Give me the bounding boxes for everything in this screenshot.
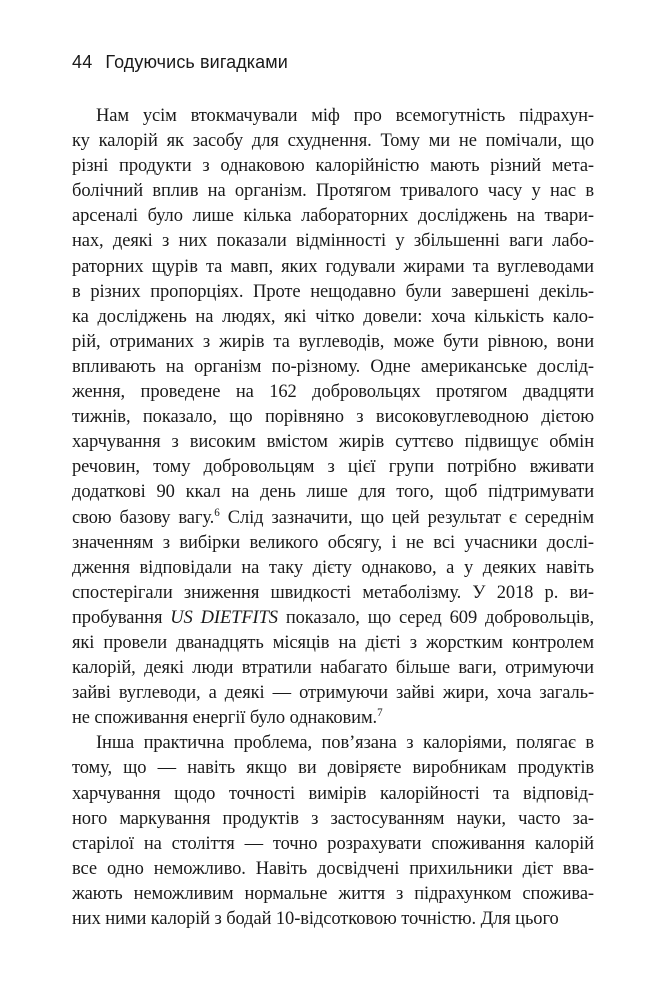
text-run: не споживання енергії було однаковим. — [72, 708, 378, 729]
text-line — [72, 104, 594, 129]
text-run: свою базову вагу. — [72, 507, 215, 528]
paragraph — [72, 731, 594, 932]
text-run: жають неможливим нормальне життя з підрахунком спожива- — [72, 883, 594, 904]
running-header — [72, 52, 594, 73]
text-run: пробування — [72, 607, 171, 628]
text-run: калорій, деякі люди втратили набагато більше ваги, отримуючи — [72, 658, 594, 679]
text-line — [72, 782, 594, 807]
text-line — [72, 455, 594, 480]
text-line — [72, 430, 594, 455]
text-run: раторних щурів та мавп, яких годували жирами та вуглеводами — [72, 256, 594, 277]
text-run: впливають на організм по-різному. Одне американське дослід- — [72, 356, 594, 377]
text-run: тому, що — навіть якщо ви довіряєте виробникам продуктів — [72, 758, 594, 779]
text-run: них ними калорій з бодай 10-відсотковою точністю. Для цього — [72, 909, 559, 929]
text-run: ка досліджень на людях, які чітко довели: хоча кількість кало- — [72, 306, 594, 327]
text-line — [72, 380, 594, 405]
text-run: в різних пропорціях. Проте нещодавно були завершені декіль- — [72, 281, 594, 302]
page-number: 44 — [72, 52, 93, 72]
text-line — [72, 355, 594, 380]
text-line — [72, 154, 594, 179]
text-line — [72, 706, 594, 731]
text-line — [72, 656, 594, 681]
text-line — [72, 631, 594, 656]
text-line — [72, 756, 594, 781]
text-line — [72, 129, 594, 154]
body-text — [72, 104, 594, 932]
text-run: речовин, тому добровольцям з цієї групи потрібно вживати — [72, 457, 594, 478]
text-run: спостерігали зниження швидкості метаболізму. У 2018 р. ви- — [72, 582, 594, 603]
text-line — [72, 581, 594, 606]
text-line — [72, 506, 594, 531]
text-run: тижнів, показало, що порівняно з високовуглеводною дієтою — [72, 407, 594, 428]
text-run: ку калорій як засобу для схуднення. Тому ми не помічали, що — [72, 131, 594, 152]
paragraph — [72, 104, 594, 731]
text-line — [72, 405, 594, 430]
text-run: арсеналі було лише кілька лабораторних досліджень на твари- — [72, 206, 594, 227]
text-run: Інша практична проблема, пов’язана з калоріями, полягає в — [96, 733, 594, 754]
text-run: показало, що серед 609 добровольців, — [277, 607, 594, 628]
text-run: дження відповідали на таку дієту однаково, а у деяких навіть — [72, 557, 594, 578]
text-run: харчування з високим вмістом жирів суттєво підвищує обмін — [72, 432, 594, 453]
text-line — [72, 480, 594, 505]
text-line — [72, 807, 594, 832]
text-run: різні продукти з однаковою калорійністю мають різний мета- — [72, 156, 594, 177]
text-run: які провели дванадцять місяців на дієті з жорстким контролем — [72, 632, 594, 653]
text-run: старілої на століття — точно розрахувати споживання калорій — [72, 833, 594, 854]
footnote-ref: 6 — [214, 506, 220, 519]
text-run: нах, деякі з них показали відмінності у збільшенні ваги лабо- — [72, 231, 594, 252]
text-line — [72, 531, 594, 556]
text-line — [72, 606, 594, 631]
text-line — [72, 832, 594, 857]
text-run: болічний вплив на організм. Протягом тривалого часу у нас в — [72, 181, 594, 202]
text-line — [72, 857, 594, 882]
text-run: все одно неможливо. Навіть досвідчені прихильники дієт вва- — [72, 858, 594, 879]
text-line — [72, 330, 594, 355]
text-run: харчування щодо точності вимірів калорійності та відповід- — [72, 783, 594, 804]
italic-text: US DIETFITS — [170, 607, 278, 628]
text-line — [72, 255, 594, 280]
text-line — [72, 681, 594, 706]
text-line — [72, 204, 594, 229]
running-title: Годуючись вигадками — [105, 52, 288, 72]
text-line — [72, 882, 594, 907]
text-run: значенням з вибірки великого обсягу, і не всі учасники дослі- — [72, 532, 594, 553]
text-line — [72, 305, 594, 330]
text-run: Нам усім втокмачували міф про всемогутність підрахун- — [96, 106, 594, 126]
text-line — [72, 731, 594, 756]
text-line — [72, 556, 594, 581]
text-line — [72, 280, 594, 305]
text-line — [72, 179, 594, 204]
text-run: ження, проведене на 162 добровольцях протягом двадцяти — [72, 382, 594, 403]
text-run: додаткові 90 ккал на день лише для того, щоб підтримувати — [72, 482, 594, 503]
text-line — [72, 907, 594, 932]
footnote-ref: 7 — [377, 707, 383, 720]
text-run: Слід зазначити, що цей результат є середнім — [219, 507, 594, 528]
text-run: зайві вуглеводи, а деякі — отримуючи зайві жири, хоча загаль- — [72, 683, 594, 704]
text-run: ного маркування продуктів з застосуванням науки, часто за- — [72, 808, 594, 829]
text-line — [72, 229, 594, 254]
text-run: рій, отриманих з жирів та вуглеводів, може бути рівною, вони — [72, 331, 594, 352]
